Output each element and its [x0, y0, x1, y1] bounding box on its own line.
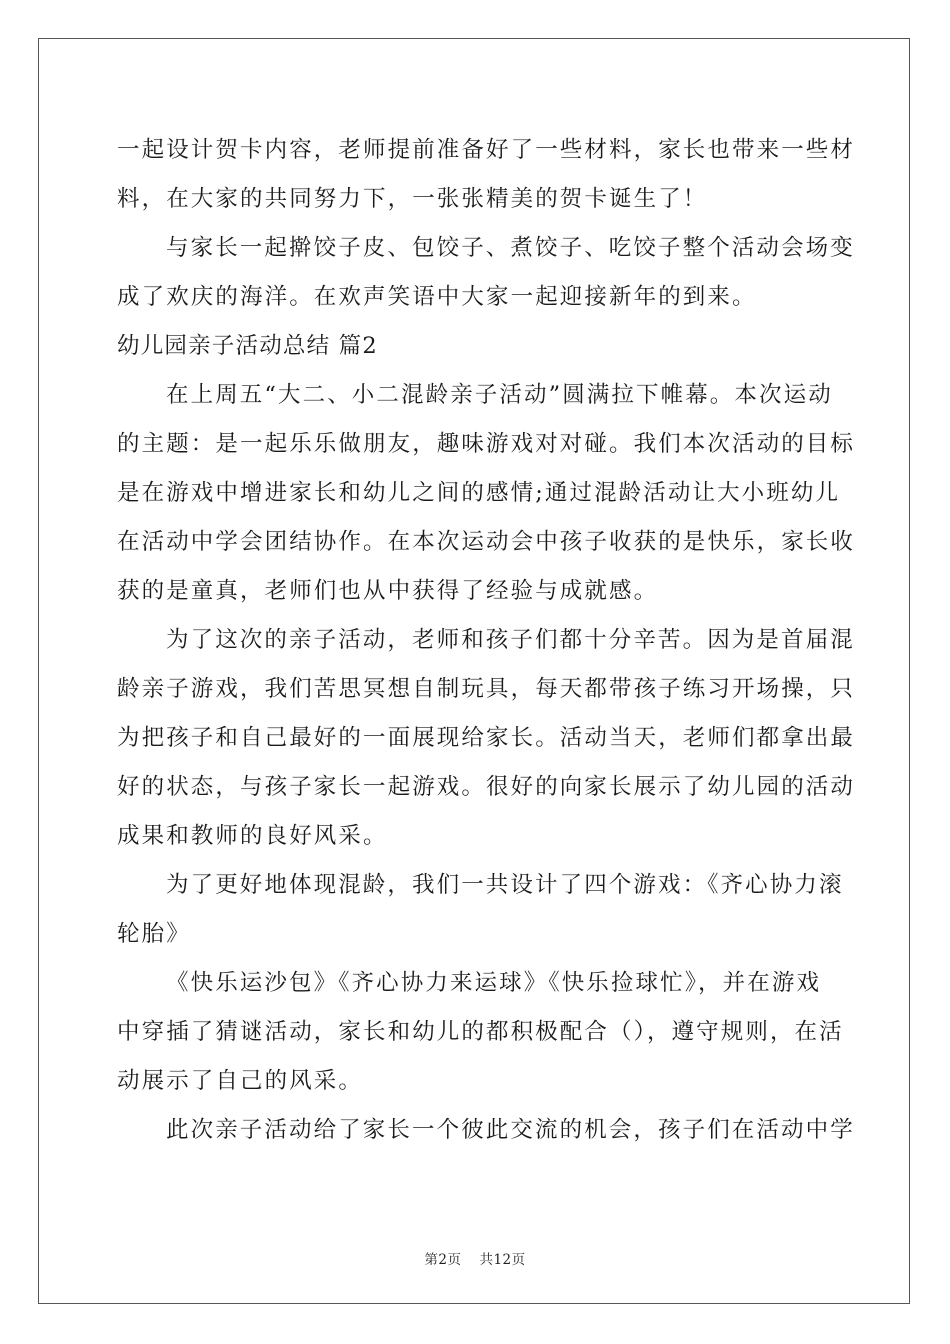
- text-line: 是在游戏中增进家长和幼儿之间的感情;通过混龄活动让大小班幼儿: [117, 480, 841, 506]
- text-line: 一起设计贺卡内容，老师提前准备好了一些材料，家长也带来一些材: [117, 137, 856, 163]
- section-heading: 幼儿园亲子活动总结 篇2: [117, 333, 378, 359]
- text-line: 获的是童真，老师们也从中获得了经验与成就感。: [117, 578, 659, 604]
- text-line: 为把孩子和自己最好的一面展现给家长。活动当天，老师们都拿出最: [117, 725, 856, 751]
- text-line: 的主题：是一起乐乐做朋友，趣味游戏对对碰。我们本次活动的目标: [117, 431, 856, 457]
- paragraph-first-line: 此次亲子活动给了家长一个彼此交流的机会，孩子们在活动中学: [166, 1117, 855, 1143]
- text-line: 成了欢庆的海洋。在欢声笑语中大家一起迎接新年的到来。: [117, 284, 757, 310]
- text-line: 成果和教师的良好风采。: [117, 823, 388, 849]
- page-number: 第2页: [424, 1252, 462, 1268]
- paragraph-first-line: 为了这次的亲子活动，老师和孩子们都十分辛苦。因为是首届混: [166, 627, 855, 653]
- document-body: [117, 126, 856, 1155]
- paragraph-first-line: 在上周五“大二、小二混龄亲子活动”圆满拉下帷幕。本次运动: [166, 382, 833, 408]
- paragraph-first-line: 为了更好地体现混龄，我们一共设计了四个游戏：《齐心协力滚: [166, 872, 844, 898]
- paragraph-first-line: 《快乐运沙包》《齐心协力来运球》《快乐捡球忙》，并在游戏: [166, 970, 822, 996]
- text-line: 料，在大家的共同努力下，一张张精美的贺卡诞生了！: [117, 186, 708, 212]
- text-line: 龄亲子游戏，我们苦思冥想自制玩具，每天都带孩子练习开场操，只: [117, 676, 856, 702]
- text-line: 在活动中学会团结协作。在本次运动会中孩子收获的是快乐，家长收: [117, 529, 856, 555]
- text-line: 动展示了自己的风采。: [117, 1068, 364, 1094]
- text-line: 好的状态，与孩子家长一起游戏。很好的向家长展示了幼儿园的活动: [117, 774, 856, 800]
- text-line: 中穿插了猜谜活动，家长和幼儿的都积极配合（），遵守规则，在活: [117, 1019, 844, 1045]
- page-footer: [0, 1248, 950, 1268]
- text-line: 轮胎》: [117, 921, 191, 947]
- page-total: 共12页: [479, 1252, 526, 1268]
- paragraph-first-line: 与家长一起擀饺子皮、包饺子、煮饺子、吃饺子整个活动会场变: [166, 235, 855, 261]
